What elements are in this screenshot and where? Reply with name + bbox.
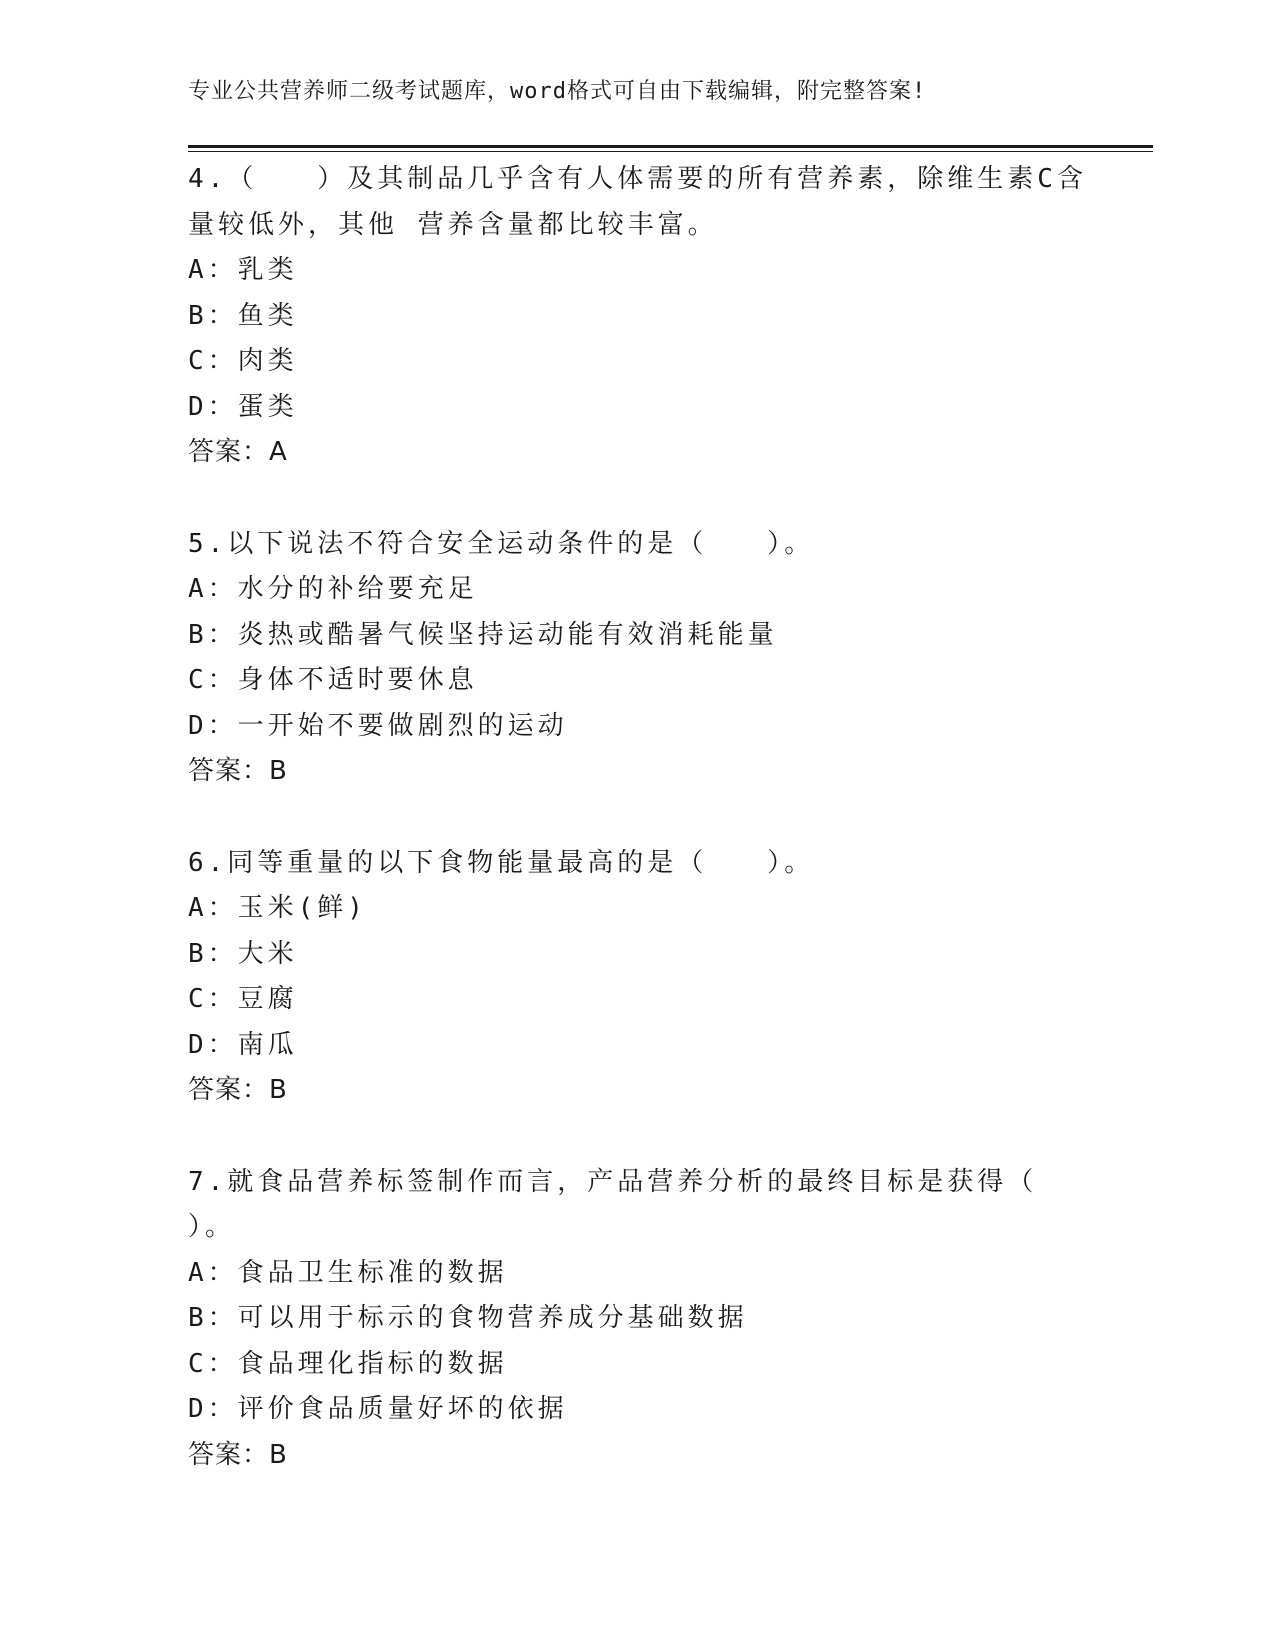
question-stem: 6.同等重量的以下食物能量最高的是（ ）。 [188, 847, 815, 878]
question-stem: 量较低外，其他 营养含量都比较丰富。 [188, 209, 718, 240]
question-stem: ）。 [188, 1212, 236, 1242]
answer: 答案：A [188, 437, 288, 467]
option-d: D：评价食品质量好坏的依据 [188, 1394, 568, 1424]
question-7 [188, 1160, 1088, 1479]
question-list [188, 157, 1088, 1524]
option-d: D：一开始不要做剧烈的运动 [188, 710, 568, 741]
option-a: A：乳类 [188, 255, 298, 285]
question-6 [188, 841, 1088, 1114]
answer: 答案：B [188, 1075, 288, 1105]
option-a: A：玉米(鲜) [188, 893, 367, 923]
option-a: A：水分的补给要充足 [188, 574, 478, 604]
option-a: A：食品卫生标准的数据 [188, 1257, 508, 1288]
option-b: B：大米 [188, 938, 298, 969]
option-d: D：南瓜 [188, 1029, 298, 1060]
option-b: B：鱼类 [188, 300, 298, 331]
question-5 [188, 522, 1088, 795]
option-b: B：可以用于标示的食物营养成分基础数据 [188, 1303, 748, 1333]
page-header: 专业公共营养师二级考试题库，word格式可自由下载编辑，附完整答案! [188, 79, 927, 104]
question-stem: 7.就食品营养标签制作而言，产品营养分析的最终目标是获得（ [188, 1166, 1038, 1197]
option-c: C：豆腐 [188, 984, 298, 1014]
header-rule-thin [188, 151, 1153, 152]
answer: 答案：B [188, 756, 288, 786]
option-c: C：身体不适时要休息 [188, 665, 478, 695]
answer: 答案：B [188, 1439, 288, 1470]
header-rule-thick [188, 145, 1153, 148]
option-c: C：肉类 [188, 346, 298, 376]
option-c: C：食品理化指标的数据 [188, 1348, 508, 1379]
question-stem: 4.（ ）及其制品几乎含有人体需要的所有营养素，除维生素C含 [188, 164, 1087, 194]
question-stem: 5.以下说法不符合安全运动条件的是（ ）。 [188, 528, 815, 559]
question-4 [188, 157, 1088, 476]
option-d: D：蛋类 [188, 391, 298, 422]
option-b: B：炎热或酷暑气候坚持运动能有效消耗能量 [188, 619, 778, 650]
